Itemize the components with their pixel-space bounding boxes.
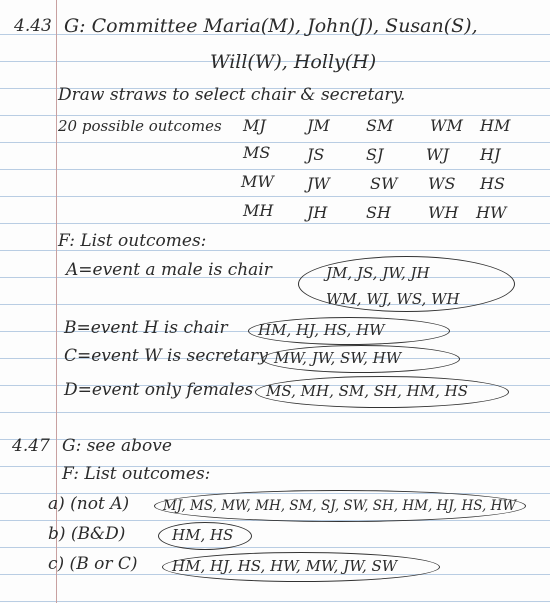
event-a-label: A=event a male is chair bbox=[66, 260, 272, 280]
part-a-set: MJ, MS, MW, MH, SM, SJ, SW, SH, HM, HJ, HS, HW bbox=[163, 498, 517, 514]
grid-cell: HM bbox=[480, 116, 511, 135]
given-line-1: G: Committee Maria(M), John(J), Susan(S), bbox=[64, 15, 478, 37]
given-line-2: Will(W), Holly(H) bbox=[210, 51, 377, 73]
event-d-label: D=event only females bbox=[64, 380, 254, 400]
grid-cell: SJ bbox=[366, 145, 384, 164]
grid-cell: WS bbox=[428, 174, 456, 193]
event-c-set: MW, JW, SW, HW bbox=[274, 349, 402, 367]
grid-cell: WJ bbox=[426, 145, 449, 164]
grid-cell: HS bbox=[480, 174, 505, 193]
grid-cell: MH bbox=[243, 201, 274, 220]
grid-cell: HJ bbox=[480, 145, 501, 164]
problem-number-447: 4.47 bbox=[12, 436, 50, 456]
grid-cell: JS bbox=[307, 145, 325, 164]
event-b-set: HM, HJ, HS, HW bbox=[258, 321, 385, 339]
grid-cell: MW bbox=[241, 172, 274, 191]
event-c-label: C=event W is secretary bbox=[64, 346, 268, 366]
grid-cell: SH bbox=[366, 203, 391, 222]
grid-cell: MS bbox=[243, 143, 271, 162]
part-c-label: c) (B or C) bbox=[48, 554, 138, 574]
event-a-line-1: JM, JS, JW, JH bbox=[326, 264, 430, 282]
part-b-label: b) (B&D) bbox=[48, 524, 126, 544]
find-label-447: F: List outcomes: bbox=[62, 464, 211, 484]
task-line: Draw straws to select chair & secretary. bbox=[58, 85, 406, 105]
part-a-label: a) (not A) bbox=[48, 494, 130, 514]
grid-cell: JH bbox=[307, 203, 328, 222]
find-label-443: F: List outcomes: bbox=[58, 231, 207, 251]
grid-cell: JM bbox=[307, 116, 330, 135]
grid-cell: WH bbox=[428, 203, 459, 222]
grid-cell: WM bbox=[430, 116, 463, 135]
part-b-set: HM, HS bbox=[172, 526, 234, 544]
outcomes-label: 20 possible outcomes bbox=[58, 117, 222, 135]
grid-cell: SM bbox=[366, 116, 394, 135]
grid-cell: JW bbox=[307, 174, 330, 193]
event-a-line-2: WM, WJ, WS, WH bbox=[326, 290, 460, 308]
part-c-set: HM, HJ, HS, HW, MW, JW, SW bbox=[172, 557, 398, 575]
grid-cell: HW bbox=[476, 203, 507, 222]
problem-number-443: 4.43 bbox=[14, 16, 52, 36]
grid-cell: MJ bbox=[243, 116, 266, 135]
grid-cell: SW bbox=[370, 174, 398, 193]
event-b-label: B=event H is chair bbox=[64, 318, 228, 338]
event-d-set: MS, MH, SM, SH, HM, HS bbox=[266, 382, 469, 400]
given-447: G: see above bbox=[62, 436, 172, 456]
